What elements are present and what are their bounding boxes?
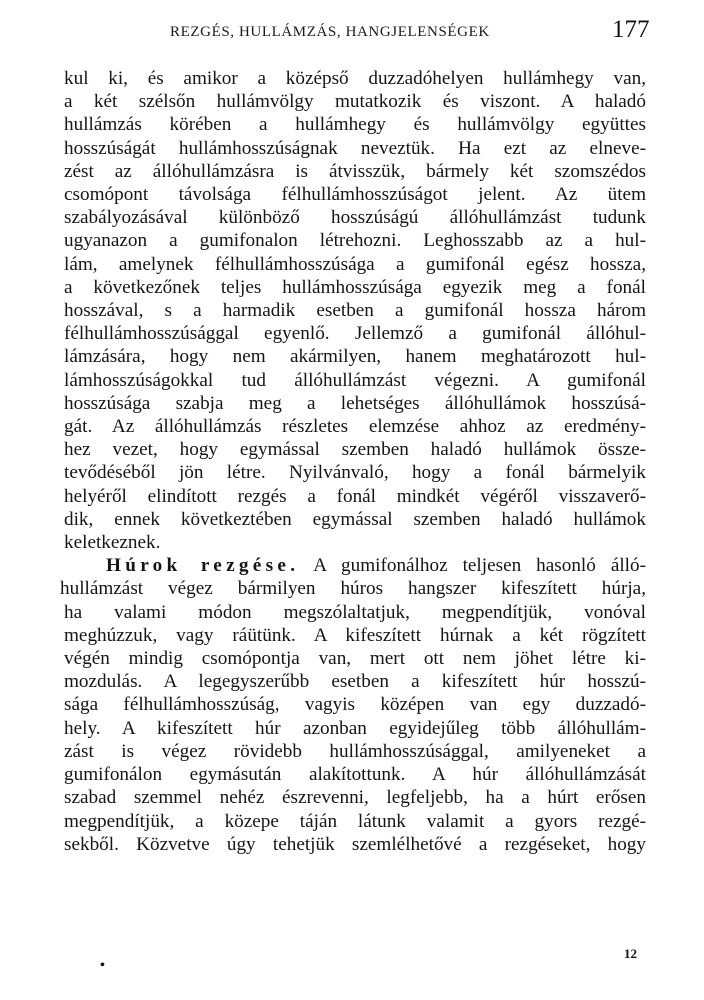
paragraph: [64, 67, 646, 554]
text-line: gumifonálon egymásután alakítottunk. A húr állóhullámzását: [64, 764, 646, 786]
text-line: hosszával, s a harmadik esetben a gumifonál hossza három: [64, 300, 646, 322]
text-line: szabad szemmel nehéz észrevenni, legfeljebb, ha a húrt erősen: [64, 787, 646, 809]
body-text: [60, 67, 646, 856]
text-line: megpendítjük, a közepe táján látunk valamit a gyors rezgé-: [64, 810, 646, 832]
text-line: mozdulás. A legegyszerűbb esetben a kifeszített húr hosszú-: [64, 671, 646, 693]
text-line: hez vezet, hogy egymással szemben haladó hullámok össze-: [64, 439, 646, 461]
text-line: hely. A kifeszített húr azonban egyidejűleg több állóhullám-: [64, 717, 646, 739]
text-line: sekből. Közvetve úgy tehetjük szemlélhetővé a rezgéseket, hogy: [64, 833, 646, 855]
text-line: dik, ennek következtében egymással szemben haladó hullámok: [64, 508, 646, 530]
text-line: lámhosszúságokkal tud állóhullámzást végezni. A gumifonál: [64, 369, 646, 391]
text-line-rest: A gumifonálhoz teljesen hasonló álló-: [299, 555, 646, 577]
text-line: hullámzás körében a hullámhegy és hullámvölgy együttes: [64, 114, 646, 136]
text-line: ugyanazon a gumifonalon létrehozni. Leghosszabb az a hul-: [64, 230, 646, 252]
text-line: szabályozásával különböző hosszúságú állóhullámzást tudunk: [64, 207, 646, 229]
text-line: zést az állóhullámzásra is átvisszük, bármely két szomszédos: [64, 160, 646, 182]
text-line: hosszúságát hullámhosszúságnak neveztük. Ha ezt az elneve-: [64, 137, 646, 159]
text-line: lám, amelynek félhullámhosszúsága a gumifonál egész hossza,: [64, 253, 646, 275]
text-line: félhullámhosszúsággal egyenlő. Jellemző a gumifonál állóhul-: [64, 323, 646, 345]
text-line: lámzására, hogy nem akármilyen, hanem meghatározott hul-: [64, 346, 646, 368]
text-line: hullámzást végez bármilyen húros hangszer kifeszített húrja,: [60, 578, 646, 600]
text-line: csomópont távolsága félhullámhosszúságot jelent. Az ütem: [64, 184, 646, 206]
page-number: 177: [612, 16, 650, 43]
section-heading: Húrok rezgése.: [106, 555, 300, 577]
text-line: keletkeznek.: [64, 532, 161, 554]
text-line: a következőnek teljes hullámhosszúsága egyezik meg a fonál: [64, 276, 646, 298]
text-line: gát. Az állóhullámzás részletes elemzése ahhoz az eredmény-: [64, 416, 646, 438]
text-line: ha valami módon megszólaltatjuk, megpendítjük, vonóval: [64, 601, 646, 623]
text-line: hosszúsága szabja meg a lehetséges állóhullámok hosszúsá-: [64, 392, 646, 414]
paragraph-section: [60, 554, 646, 856]
text-line: a két szélsőn hullámvölgy mutatkozik és viszont. A haladó: [64, 91, 646, 113]
footer-mark: •: [100, 958, 105, 973]
text-line: sága félhullámhosszúság, vagyis középen van egy duzzadó-: [64, 694, 646, 716]
running-head: REZGÉS, HULLÁMZÁS, HANGJELENSÉGEK: [170, 24, 490, 40]
text-line: zást is végez rövidebb hullámhosszúsággal, amilyeneket a: [64, 740, 646, 762]
signature-mark: 12: [624, 946, 637, 961]
text-line: helyéről elindított rezgés a fonál mindkét végéről visszaverő-: [64, 485, 646, 507]
text-line: végén mindig csomópontja van, mert ott nem jöhet létre ki-: [64, 648, 646, 670]
text-line: kul ki, és amikor a középső duzzadóhelyen hullámhegy van,: [64, 68, 646, 89]
text-line: [64, 554, 646, 577]
text-line: tevődéséből jön létre. Nyilvánvaló, hogy a fonál bármelyik: [64, 462, 646, 484]
text-line: meghúzzuk, vagy ráütünk. A kifeszített húrnak a két rögzített: [64, 624, 646, 646]
